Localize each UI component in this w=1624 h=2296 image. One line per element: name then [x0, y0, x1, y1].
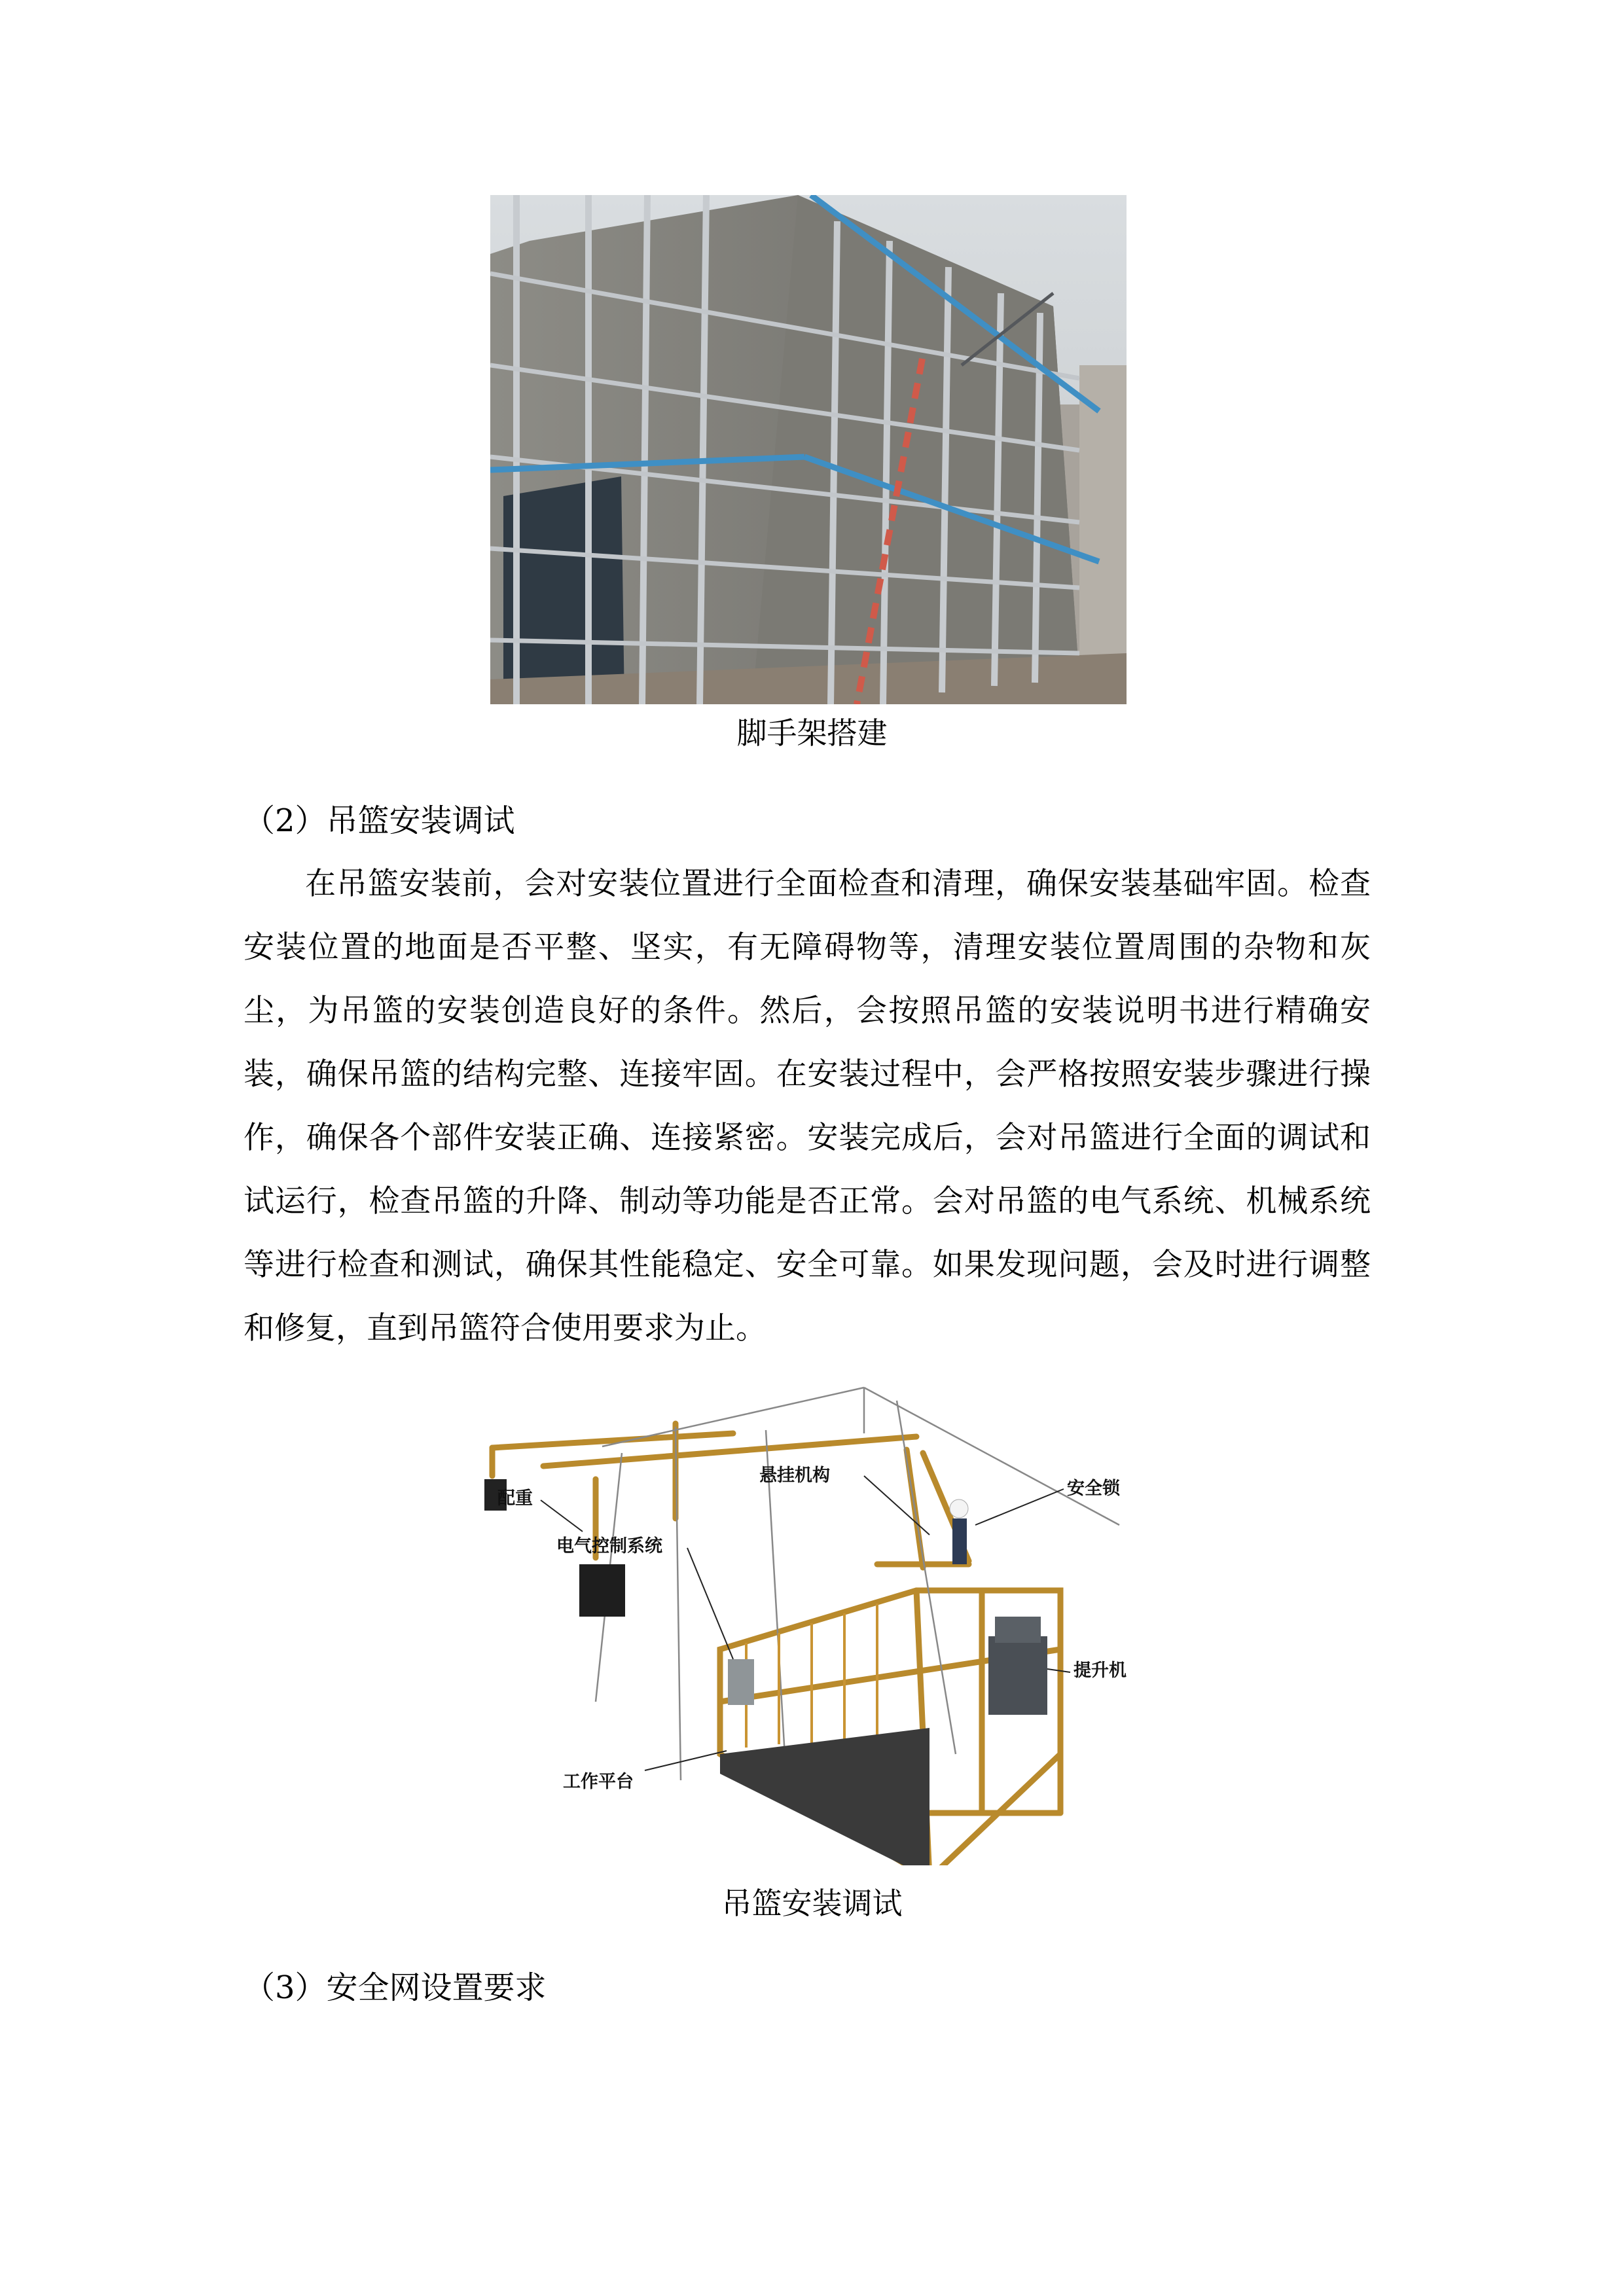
label-safety-lock: 安全锁 — [1067, 1479, 1120, 1499]
label-electrical-system: 电气控制系统 — [556, 1536, 662, 1556]
label-suspension: 悬挂机构 — [759, 1465, 830, 1486]
label-hoist: 提升机 — [1074, 1660, 1127, 1681]
label-counterweight: 配重 — [497, 1488, 533, 1509]
figure1-caption: 脚手架搭建 — [736, 715, 888, 751]
section2-paragraph: 在吊篮安装前，会对安装位置进行全面检查和清理，确保安装基础牢固。检查安装位置的地面是否平整、坚实，有无障碍物等，清理安装位置周围的杂物和灰尘，为吊篮的安装创造良好的条件。然后，会按照吊篮的安装说明书进行精确安装，确保吊篮的结构完整、连接牢固。在安装过程中，会严格按照安装步骤进行操作，确保各个部件安装正确、连接紧密。安装完成后，会对吊篮进行全面的调试和试运行，检查吊篮的升降、制动等功能是否正常。会对吊篮的电气系统、机械系统等进行检查和测试，确保其性能稳定、安全可靠。如果发现问题，会及时进行调整和修复，直到吊篮符合使用要求为止。 — [244, 866, 1371, 1346]
gondola-diagram — [471, 1361, 1159, 1865]
scaffolding-photo — [490, 195, 1127, 704]
figure2-caption: 吊篮安装调试 — [721, 1886, 903, 1921]
section2-heading: （2）吊篮安装调试 — [244, 802, 515, 839]
section3-heading: （3）安全网设置要求 — [244, 1969, 547, 2006]
label-platform: 工作平台 — [563, 1772, 634, 1792]
